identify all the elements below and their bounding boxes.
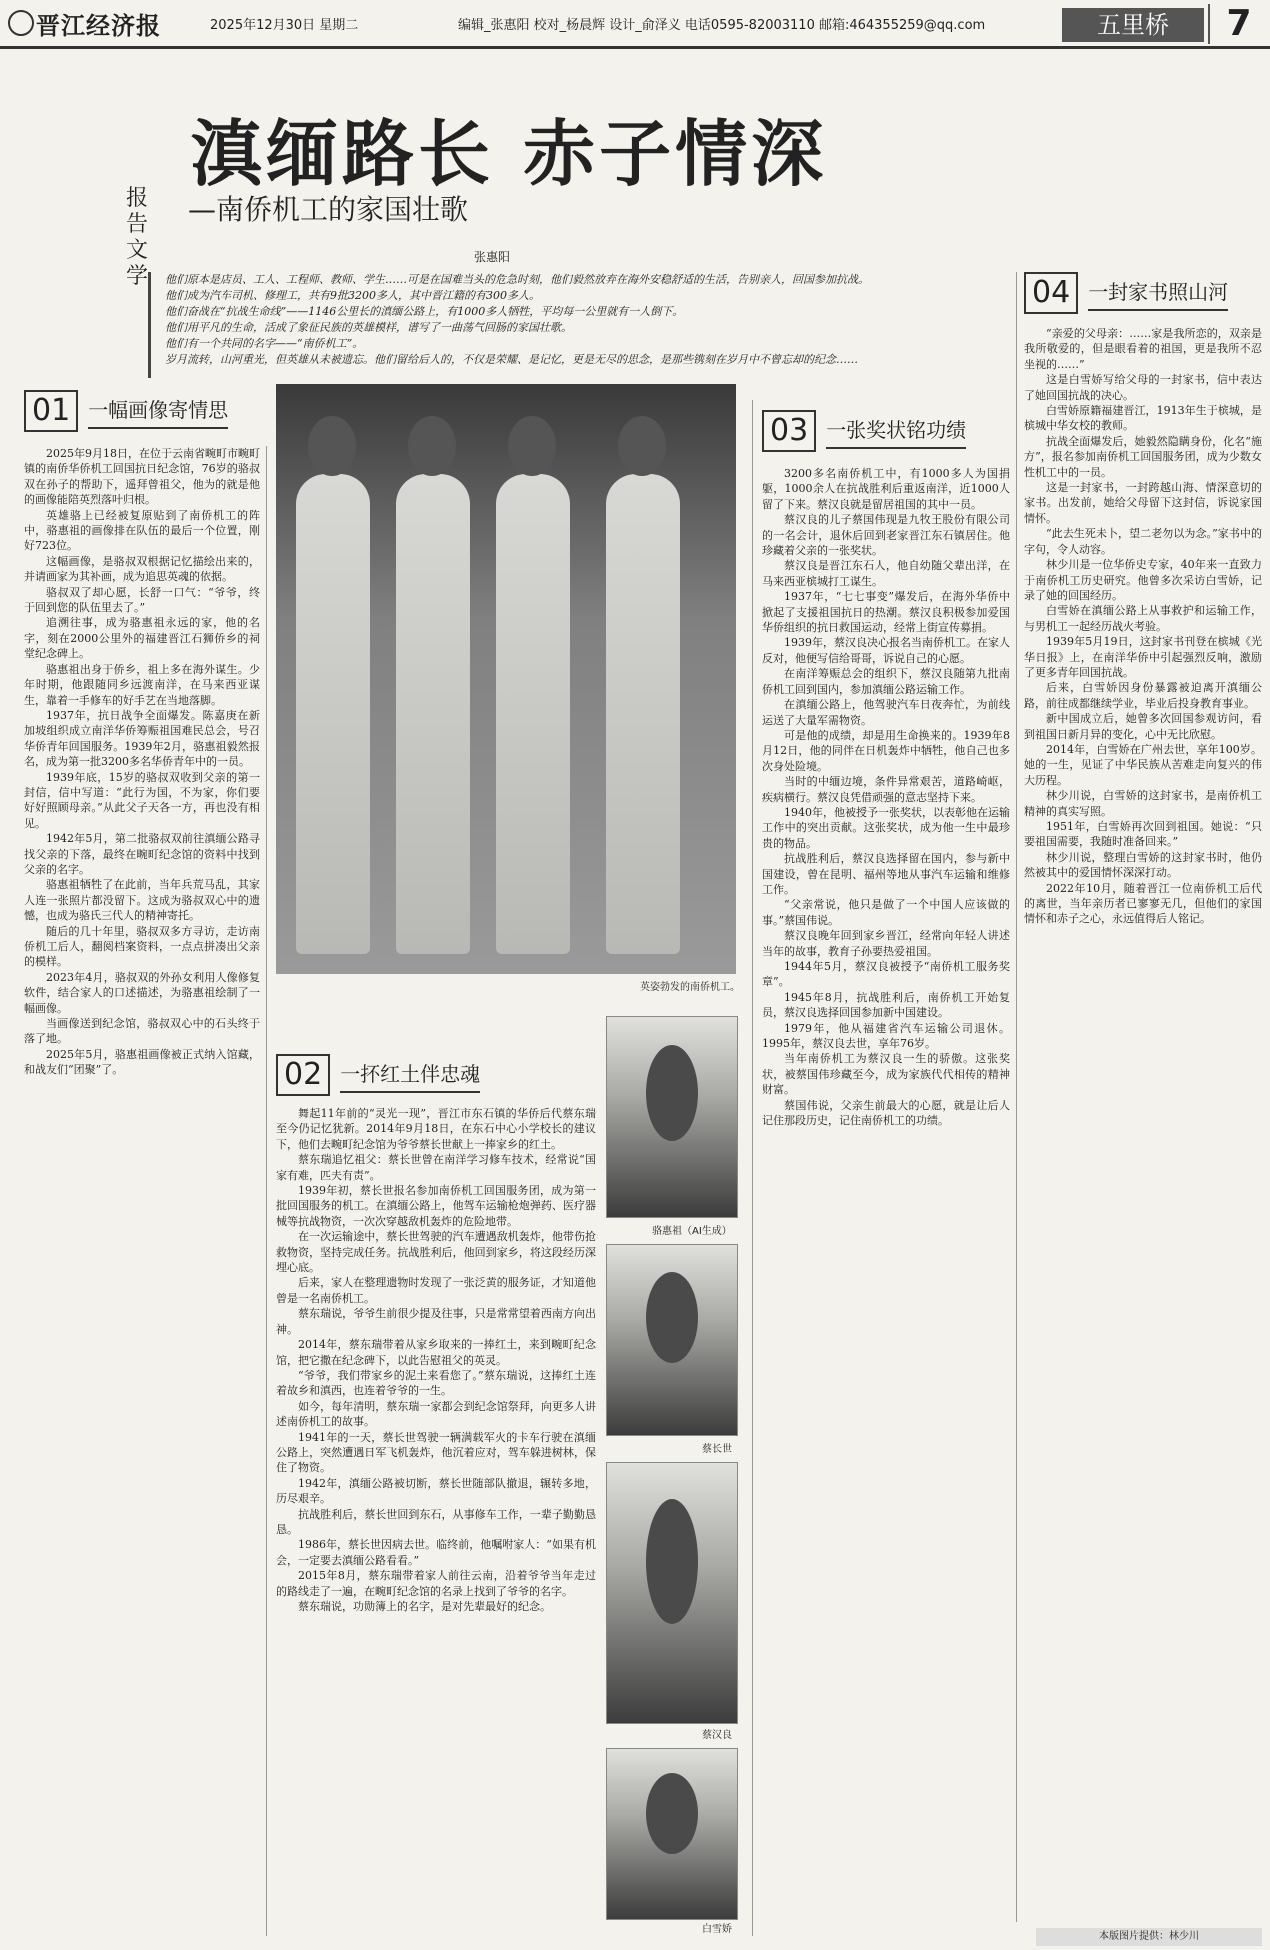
section-number: 03 <box>762 410 816 452</box>
paragraph: 追溯往事，成为骆惠祖永远的家，他的名字，刻在2000公里外的福建晋江石狮侨乡的祠堂纪念碑上。 <box>24 616 260 661</box>
paragraph: 骆惠祖牺牲了在此前，当年兵荒马乱，其家人连一张照片都没留下。这成为骆叔双心中的遗憾，也成为骆氏三代人的精神寄托。 <box>24 878 260 923</box>
paragraph: 2014年，蔡东瑞带着从家乡取来的一捧红土，来到畹町纪念馆，把它撒在纪念碑下，以此告慰祖父的英灵。 <box>276 1338 596 1367</box>
portrait-caption: 蔡长世 <box>702 1444 732 1455</box>
portrait-caption: 蔡汉良 <box>702 1730 732 1741</box>
paragraph: 新中国成立后，她曾多次回国参观访问，看到祖国日新月异的变化，心中无比欣慰。 <box>1024 712 1262 741</box>
paragraph: 1939年，蔡汉良决心报名当南侨机工。在家人反对，他便写信给哥哥，诉说自己的心愿。 <box>762 636 1010 665</box>
paragraph: 2015年8月，蔡东瑞带着家人前往云南，沿着爷爷当年走过的路线走了一遍，在畹町纪念馆的名录上找到了爷爷的名字。 <box>276 1569 596 1598</box>
editorial-credits: 编辑_张惠阳 校对_杨晨辉 设计_俞泽义 电话0595-82003110 邮箱:464355259@qq.com <box>458 18 986 33</box>
paragraph: 后来，家人在整理遗物时发现了一张泛黄的服务证，才知道他曾是一名南侨机工。 <box>276 1276 596 1305</box>
page-number: 7 <box>1208 4 1268 44</box>
section-title: 一幅画像寄情思 <box>88 394 228 429</box>
paragraph: 1939年底，15岁的骆叔双收到父亲的第一封信，信中写道：“此行为国，不为家，你们要好好照顾母亲。”从此父子天各一方，再也没有相见。 <box>24 770 260 830</box>
paragraph: 后来，白雪娇因身份暴露被迫离开滇缅公路，前往成都继续学业，毕业后投身教育事业。 <box>1024 681 1262 710</box>
paragraph: 1939年初，蔡长世报名参加南侨机工回国服务团，成为第一批回国服务的机工。在滇缅公路上，他驾车运输枪炮弹药、医疗器械等抗战物资，一次次穿越敌机轰炸的危险地带。 <box>276 1184 596 1228</box>
portrait-caption: 白雪娇 <box>702 1924 732 1935</box>
paragraph: 1937年，“七七事变”爆发后，在海外华侨中掀起了支援祖国抗日的热潮。蔡汉良积极参加爱国华侨组织的抗日救国运动，经常上街宣传募捐。 <box>762 590 1010 635</box>
paragraph: 白雪娇在滇缅公路上从事救护和运输工作，与男机工一起经历战火考验。 <box>1024 604 1262 633</box>
paragraph: 这幅画像，是骆叔双根据记忆描绘出来的，并请画家为其补画，成为追思英魂的依据。 <box>24 554 260 584</box>
paragraph: “此去生死未卜，望二老勿以为念。”家书中的字句，令人动容。 <box>1024 527 1262 556</box>
column-section-02 <box>276 1106 596 1936</box>
paragraph: 蔡国伟说，父亲生前最大的心愿，就是让后人记住那段历史，记住南侨机工的功绩。 <box>762 1098 1010 1128</box>
intro-line: 岁月流转，山河重光，但英雄从未被遗忘。他们留给后人的，不仅是荣耀、是记忆，更是无尽的思念，是那些镌刻在岁月中不曾忘却的纪念…… <box>165 353 858 366</box>
paragraph: 当画像送到纪念馆，骆叔双心中的石头终于落了地。 <box>24 1017 260 1046</box>
column-section-01 <box>24 446 260 1936</box>
intro-line: 他们有一个共同的名字——“南侨机工”。 <box>165 337 364 350</box>
paragraph: 抗战胜利后，蔡汉良选择留在国内，参与新中国建设，曾在昆明、福州等地从事汽车运输和维修工作。 <box>762 852 1010 896</box>
section-01-header <box>24 390 228 434</box>
paragraph: 舞起11年前的“灵光一现”，晋江市东石镇的华侨后代蔡东瑞至今仍记忆犹新。2014年9月18日，在东石中心小学校长的建议下，他们去畹町纪念馆为爷爷蔡长世献上一捧家乡的红土。 <box>276 1107 596 1151</box>
column-section-03 <box>762 466 1010 1936</box>
paragraph: 英雄骆上已经被复原贴到了南侨机工的阵中，骆惠祖的画像排在队伍的最后一个位置，刚好723位。 <box>24 508 260 553</box>
intro-line: 他们原本是店员、工人、工程师、教师、学生……可是在国难当头的危急时刻，他们毅然放弃在海外安稳舒适的生活，告别亲人，回国参加抗战。 <box>165 273 869 286</box>
issue-date: 2025年12月30日 星期二 <box>210 18 359 33</box>
group-photo <box>276 384 736 974</box>
portrait-photo <box>606 1462 738 1724</box>
paragraph: 1986年，蔡长世因病去世。临终前，他嘱咐家人：“如果有机会，一定要去滇缅公路看看。” <box>276 1538 596 1567</box>
paragraph: 蔡东瑞追忆祖父：蔡长世曾在南洋学习修车技术，经常说“国家有难，匹夫有责”。 <box>276 1153 596 1182</box>
paragraph: 2022年10月，随着晋江一位南侨机工后代的离世，当年亲历者已寥寥无几，但他们的家国情怀和赤子之心，永远值得后人铭记。 <box>1024 881 1262 926</box>
paragraph: “父亲常说，他只是做了一个中国人应该做的事。”蔡国伟说。 <box>762 898 1010 927</box>
paragraph: 林少川说，白雪娇的这封家书，是南侨机工精神的真实写照。 <box>1024 789 1262 818</box>
paragraph: 3200多名南侨机工中，有1000多人为国捐躯，1000余人在抗战胜利后重返南洋，近1000人留了下来。蔡汉良就是留居祖国的其中一员。 <box>762 467 1010 511</box>
section-name: 五里桥 <box>1062 8 1204 42</box>
paragraph: 1944年5月，蔡汉良被授予“南侨机工服务奖章”。 <box>762 960 1010 989</box>
paragraph: 林少川说，整理白雪娇的这封家书时，他仍然被其中的爱国情怀深深打动。 <box>1024 850 1262 880</box>
paragraph: 骆惠祖出身于侨乡，祖上多在海外谋生。少年时期，他跟随同乡远渡南洋，在马来西亚谋生，靠着一手修车的好手艺在当地落脚。 <box>24 662 260 707</box>
figure-silhouette <box>496 474 570 954</box>
paragraph: 1945年8月，抗战胜利后，南侨机工开始复员，蔡汉良选择回国参加新中国建设。 <box>762 990 1010 1020</box>
paragraph: 2023年4月，骆叔双的外孙女利用人像修复软件，结合家人的口述描述，为骆惠祖绘制了一幅画像。 <box>24 970 260 1015</box>
paragraph: “亲爱的父母亲：……家是我所恋的，双亲是我所敬爱的，但是眼看着的祖国，更是我所不忍坐视的……” <box>1024 327 1262 371</box>
intro-line: 他们奋战在“抗战生命线”——1146公里长的滇缅公路上，有1000多人牺牲，平均每一公里就有一人倒下。 <box>165 305 684 318</box>
article-title: 滇缅路长 赤子情深 <box>190 112 828 196</box>
paragraph: 1942年5月，第二批骆叔双前往滇缅公路寻找父亲的下落，最终在畹町纪念馆的资料中找到父亲的名字。 <box>24 832 260 876</box>
paragraph: 2025年9月18日，在位于云南省畹町市畹町镇的南侨华侨机工回国抗日纪念馆，76岁的骆叔双在孙子的帮助下，遥拜曾祖父，他为的就是他的画像能陪英烈落叶归根。 <box>24 447 260 507</box>
paragraph: 这是白雪娇写给父母的一封家书，信中表达了她回国抗战的决心。 <box>1024 373 1262 402</box>
section-number: 04 <box>1024 272 1078 314</box>
paragraph: 1937年，抗日战争全面爆发。陈嘉庚在新加坡组织成立南洋华侨筹赈祖国难民总会，号召华侨青年回国服务。1939年2月，骆惠祖毅然报名，成为第一批3200多名华侨青年中的一员。 <box>24 708 260 769</box>
paragraph: 当年南侨机工为蔡汉良一生的骄傲。这张奖状，被蔡国伟珍藏至今，成为家族代代相传的精神财富。 <box>762 1052 1010 1097</box>
paragraph: 在南洋筹赈总会的组织下，蔡汉良随第九批南侨机工回到国内，参加滇缅公路运输工作。 <box>762 667 1010 696</box>
paragraph: 蔡汉良是晋江东石人，他自幼随父辈出洋，在马来西亚槟城打工谋生。 <box>762 559 1010 588</box>
paragraph: 如今，每年清明，蔡东瑞一家都会到纪念馆祭拜，向更多人讲述南侨机工的故事。 <box>276 1399 596 1429</box>
group-photo-caption: 英姿勃发的南侨机工。 <box>640 982 740 993</box>
paragraph: 1942年，滇缅公路被切断，蔡长世随部队撤退，辗转多地，历尽艰辛。 <box>276 1476 596 1506</box>
paragraph: 蔡东瑞说，爷爷生前很少提及往事，只是常常望着西南方向出神。 <box>276 1307 596 1336</box>
paragraph: 1940年，他被授予一张奖状，以表彰他在运输工作中的突出贡献。这张奖状，成为他一生中最珍贵的物品。 <box>762 805 1010 850</box>
article-genre: 报告文学 <box>126 186 149 289</box>
paragraph: 这是一封家书，一封跨越山海、情深意切的家书。出发前，她给父母留下这封信，诉说家国情怀。 <box>1024 481 1262 525</box>
figure-silhouette <box>296 474 370 954</box>
photo-credit: 本版图片提供：林少川 <box>1036 1928 1262 1946</box>
paragraph: 1941年的一天，蔡长世驾驶一辆满载军火的卡车行驶在滇缅公路上，突然遭遇日军飞机轰炸，他沉着应对，驾车躲进树林，保住了物资。 <box>276 1430 596 1475</box>
paragraph: 在一次运输途中，蔡长世驾驶的汽车遭遇敌机轰炸，他带伤抢救物资，坚持完成任务。抗战胜利后，他回到家乡，将这段经历深埋心底。 <box>276 1230 596 1275</box>
paragraph: 1979年，他从福建省汽车运输公司退休。1995年，蔡汉良去世，享年76岁。 <box>762 1021 1010 1051</box>
section-04-header <box>1024 272 1228 316</box>
section-title: 一张奖状铭功绩 <box>826 414 966 449</box>
portrait-caption: 骆惠祖（AI生成） <box>652 1226 732 1237</box>
paragraph: 可是他的成绩，却是用生命换来的。1939年8月12日，他的同伴在日机轰炸中牺牲，他自己也多次身处险境。 <box>762 728 1010 773</box>
paragraph: 1939年5月19日，这封家书刊登在槟城《光华日报》上，在南洋华侨中引起强烈反响，激励了更多青年回国抗战。 <box>1024 635 1262 679</box>
section-03-header <box>762 410 966 454</box>
paragraph: 蔡汉良晚年回到家乡晋江，经常向年轻人讲述当年的故事，教育子孙要热爱祖国。 <box>762 929 1010 958</box>
paragraph: 随后的几十年里，骆叔双多方寻访，走访南侨机工后人，翻阅档案资料，一点点拼凑出父亲的模样。 <box>24 924 260 969</box>
paragraph: 蔡东瑞说，功勋簿上的名字，是对先辈最好的纪念。 <box>298 1600 551 1613</box>
paragraph: 在滇缅公路上，他驾驶汽车日夜奔忙，为前线运送了大量军需物资。 <box>762 698 1010 727</box>
article-subtitle: —南侨机工的家国壮歌 <box>188 193 469 226</box>
section-02-header <box>276 1054 480 1098</box>
paragraph: 白雪娇原籍福建晋江，1913年生于槟城，是槟城中华女校的教师。 <box>1024 404 1262 433</box>
newspaper-logo-icon <box>8 10 34 36</box>
section-number: 02 <box>276 1054 330 1096</box>
paragraph: “爷爷，我们带家乡的泥土来看您了。”蔡东瑞说，这捧红土连着故乡和滇西，也连着爷爷的一生。 <box>276 1368 596 1398</box>
column-divider <box>266 446 267 1936</box>
intro-line: 他们用平凡的生命，活成了象征民族的英雄模样，谱写了一曲荡气回肠的家国壮歌。 <box>165 321 572 334</box>
figure-silhouette <box>396 474 470 954</box>
column-divider <box>752 400 753 1936</box>
figure-silhouette <box>606 474 680 954</box>
article-intro <box>148 272 1025 378</box>
intro-line: 他们成为汽车司机、修理工，共有9批3200多人，其中晋江籍的有300多人。 <box>165 289 540 302</box>
portrait-photo <box>606 1244 738 1436</box>
article-author: 张惠阳 <box>474 250 511 264</box>
paragraph: 2025年5月，骆惠祖画像被正式纳入馆藏，和战友们“团聚”了。 <box>24 1047 260 1077</box>
paragraph: 林少川是一位华侨史专家，40年来一直致力于南侨机工历史研究。他曾多次采访白雪娇，记录了她的回国经历。 <box>1024 558 1262 602</box>
paragraph: 当时的中缅边境，条件异常艰苦，道路崎岖，疾病横行。蔡汉良凭借顽强的意志坚持下来。 <box>762 775 1010 804</box>
column-section-04 <box>1024 326 1262 1922</box>
portrait-photo <box>606 1016 738 1218</box>
paragraph: 抗战全面爆发后，她毅然隐瞒身份，化名“施方”，报名参加南侨机工回国服务团，成为少数女性机工中的一员。 <box>1024 434 1262 479</box>
section-number: 01 <box>24 390 78 432</box>
paragraph: 抗战胜利后，蔡长世回到东石，从事修车工作，一辈子勤勤恳恳。 <box>276 1507 596 1536</box>
section-title: 一抔红土伴忠魂 <box>340 1058 480 1093</box>
column-divider <box>1016 272 1017 1922</box>
newspaper-name: 晋江经济报 <box>36 12 161 40</box>
paragraph: 蔡汉良的儿子蔡国伟现是九牧王股份有限公司的一名会计，退休后回到老家晋江东石镇居住。他珍藏着父亲的一张奖状。 <box>762 513 1010 558</box>
paragraph: 骆叔双了却心愿，长舒一口气：“爷爷，终于回到您的队伍里去了。” <box>24 585 260 615</box>
paragraph: 1951年，白雪娇再次回到祖国。她说：“只要祖国需要，我随时准备回来。” <box>1024 820 1262 849</box>
paragraph: 2014年，白雪娇在广州去世，享年100岁。她的一生，见证了中华民族从苦难走向复兴的伟大历程。 <box>1024 742 1262 787</box>
section-title: 一封家书照山河 <box>1088 276 1228 311</box>
portrait-photo <box>606 1748 738 1920</box>
